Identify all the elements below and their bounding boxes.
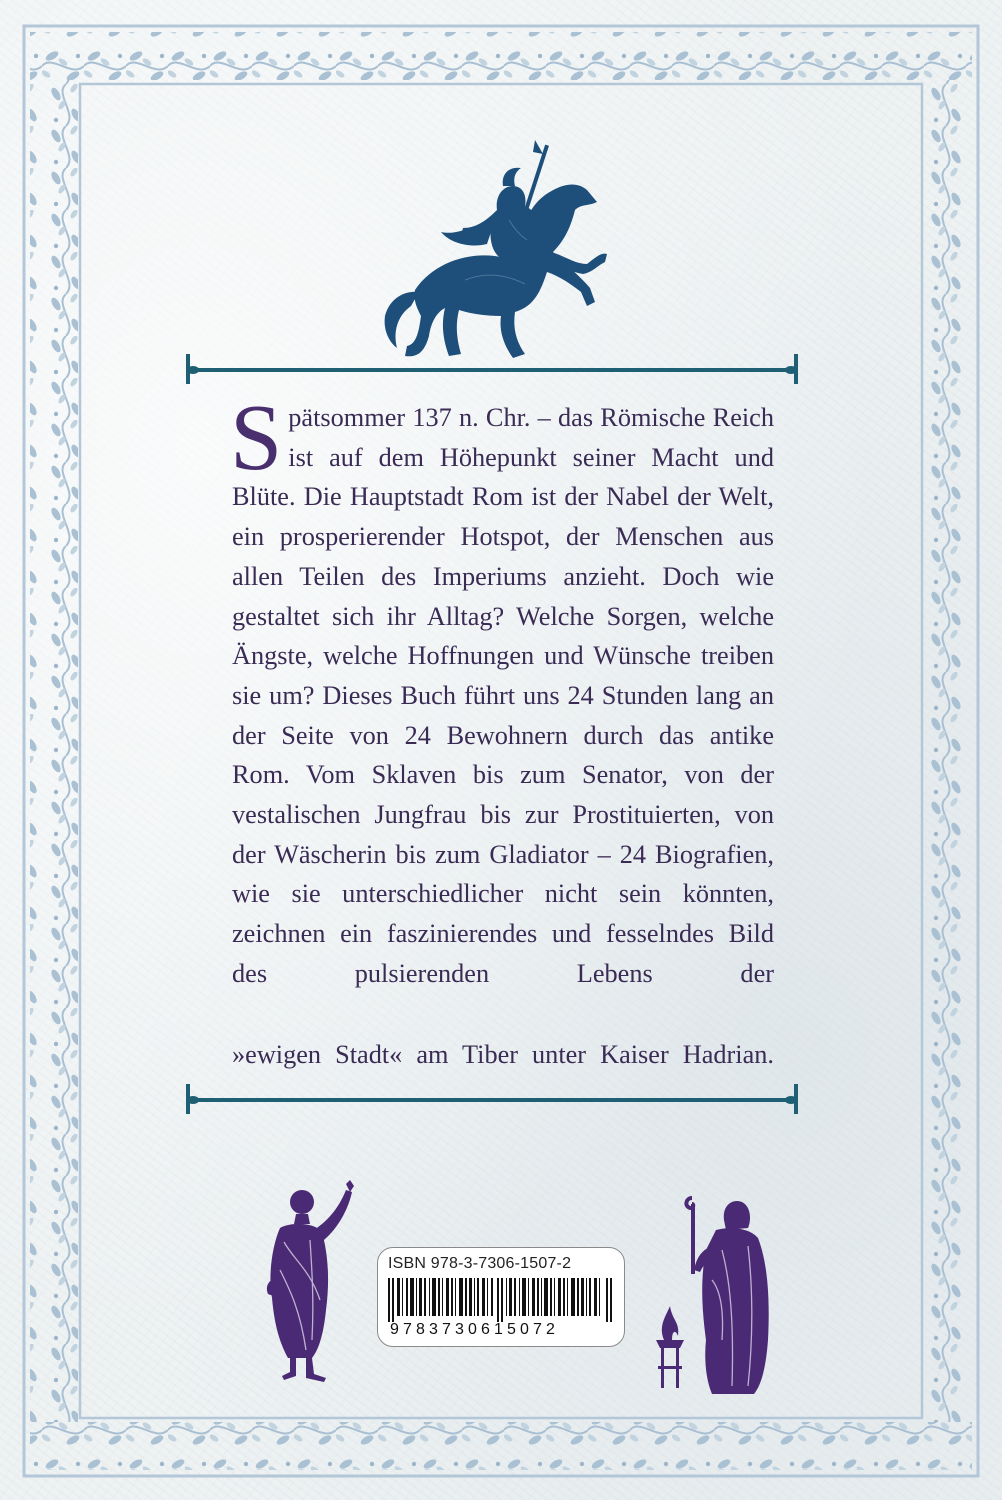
- barcode-bars: [388, 1278, 616, 1322]
- isbn-barcode-box: [377, 1247, 625, 1347]
- blurb-text: [230, 386, 774, 994]
- drop-cap: S: [230, 386, 283, 490]
- blurb-last-line: »ewigen Stadt« am Tiber unter Kaiser Hadrian.: [232, 1040, 774, 1069]
- priest-with-lituus-illustration: [650, 1190, 780, 1400]
- blurb-last-line-container: [232, 1035, 774, 1075]
- barcode-digits: 9783730615072: [390, 1321, 559, 1338]
- isbn-label: ISBN 978-3-7306-1507-2: [388, 1255, 572, 1272]
- orator-in-toga-illustration: [250, 1180, 370, 1390]
- blurb-paragraph: pätsommer 137 n. Chr. – das Römische Reich ist auf dem Höhepunkt seiner Macht und Blüte. Die Hauptstadt Rom ist der Nabel der Welt, ein prosperierender Hotspot, der Menschen aus allen Teilen des Imperiums anzieht. Doch wie gestaltet sich ihr Alltag? Welche Sorgen, welche Ängste, welche Hoffnungen und Wünsche treiben sie um? Dieses Buch führt uns 24 Stunden lang an der Seite von 24 Bewohnern durch das antike Rom. Vom Sklaven bis zum Senator, von der vestalischen Jungfrau bis zur Prostituierten, von der Wäscherin bis zum Gladiator – 24 Biografien, wie sie unterschiedlicher nicht sein könnten, zeichnen ein faszinierendes und fesselndes Bild des pulsierenden Lebens der: [232, 403, 774, 988]
